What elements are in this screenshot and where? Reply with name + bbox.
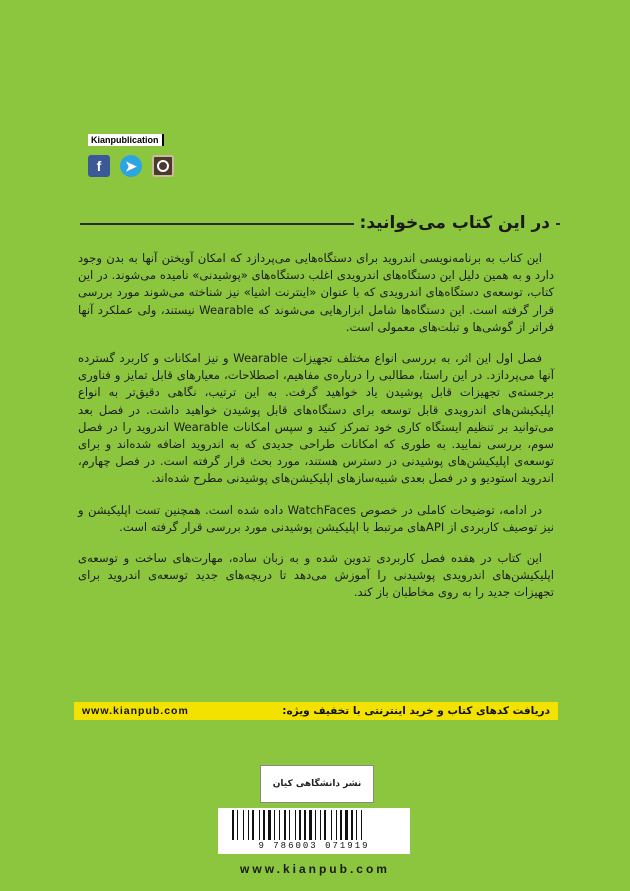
section-headline: در این کتاب می‌خوانید: xyxy=(354,213,556,233)
paragraph: این کتاب در هفده فصل کاربردی تدوین شده و به زبان ساده، مهارت‌های ساخت و توسعه‌ی اپلیکیشن‌های اندرویدی پوشیدنی را آموزش می‌دهد تا دریچه‌های جدید توسعه‌ی اندروید برای تجهیزات جدید را به روی مخاطبان باز کند. xyxy=(78,551,554,600)
promo-url[interactable]: www.kianpub.com xyxy=(82,705,189,717)
paragraph: در ادامه، توضیحات کاملی در خصوص WatchFaces داده شده است. همچنین تست اپلیکیشن و نیز توصیف کاربردی از APIهای مرتبط با اپلیکیشن پوشیدنی مورد بررسی قرار گرفته است. xyxy=(78,502,554,534)
social-handle: Kianpublication xyxy=(88,134,164,146)
bottom-url[interactable]: www.kianpub.com xyxy=(240,862,390,876)
barcode xyxy=(232,810,396,840)
promo-banner xyxy=(74,702,558,720)
publisher-label: نشر دانشگاهی کیان xyxy=(260,765,374,803)
paragraph: این کتاب به برنامه‌نویسی اندروید برای دستگاه‌هایی می‌پردازد که امکان آویختن آنها به بدن وجود دارد و به همین دلیل این دستگاه‌های اندرویدی اغلب دستگاه‌های «پوشیدنی» نامیده می‌شوند. در این کتاب، توسعه‌ی دستگاه‌های اندرویدی که با عنوان «اینترنت اشیا» نیز شناخته می‌شوند مورد بررسی قرار گرفته است. این دستگاه‌ها شامل ابزارهایی می‌شوند که Wearable نیستند، ولی عملکرد آنها فراتر از گوشی‌ها و تبلت‌های معمولی است. xyxy=(78,251,554,334)
instagram-icon[interactable] xyxy=(152,155,174,177)
promo-text: دریافت کدهای کتاب و خرید اینترنتی با تخفیف ویژه: xyxy=(282,705,550,717)
barcode-box xyxy=(218,808,410,854)
description-text xyxy=(78,250,554,616)
telegram-icon[interactable]: ➤ xyxy=(120,155,142,177)
social-icons xyxy=(88,155,178,177)
facebook-icon[interactable]: f xyxy=(88,155,110,177)
social-links xyxy=(88,128,178,177)
paragraph: فصل اول این اثر، به بررسی انواع مختلف تجهیزات Wearable و نیز امکانات و کاربرد گسترده آنها می‌پردازد. در این راستا، مطالبی را درباره‌ی مفاهیم، اصطلاحات، معیارهای قابل تمایز و فناوری برجسته‌ی تجهیزات قابل پوشیدن یاد خواهید گرفت. به این ترتیب، نگاهی دقیق‌تر به انواع اپلیکیشن‌های اندرویدی قابل توسعه برای دستگاه‌های قابل پوشیدن خواهید داشت. در فصل بعد می‌توانید بر تنظیم ایستگاه کاری خود تمرکز کنید و سپس امکانات Wearable اندروید را در فصل سوم، بررسی نمایید. به طوری که امکانات طراحی جدیدی که به اندروید اضافه شده‌اند و برای توسعه‌ی اپلیکیشن‌های پوشیدنی در دسترس هستند، مورد بحث قرار گرفته است. در فصل چهارم، اندروید استودیو و در فصل بعدی شبیه‌سازهای اپلیکیشن‌های پوشیدنی مطرح شده‌اند. xyxy=(78,351,554,486)
isbn-number: 9 786003 071919 xyxy=(258,841,370,851)
